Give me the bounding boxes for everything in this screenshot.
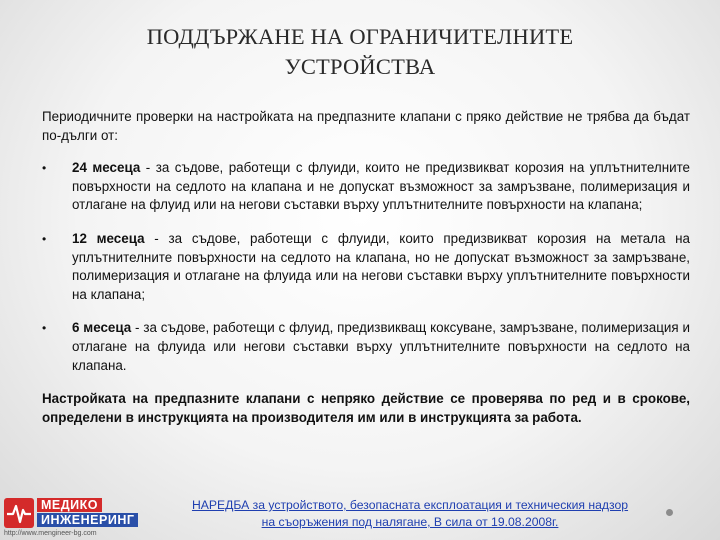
- slide-title: [60, 22, 660, 82]
- period-description: - за съдове, работещи с флуид, предизвикващ коксуване, замръзване, полимеризация и отлагане на флуида или негови съставки върху уплътнителните повърхности на седлото на клапана.: [72, 320, 690, 373]
- company-logo: [4, 496, 144, 540]
- title-line-2: УСТРОЙСТВА: [284, 54, 436, 79]
- outro-text: Настройката на предпазните клапани с непряко действие се проверява по ред и в срокове, определени в инструкцията на производителя им или в инструкцията за работа.: [42, 391, 690, 425]
- period-label: 12 месеца: [72, 230, 145, 246]
- title-line-1: ПОДДЪРЖАНЕ НА ОГРАНИЧИТЕЛНИТЕ: [146, 24, 574, 49]
- list-item: [42, 319, 690, 375]
- logo-text-engineering: ИНЖЕНЕРИНГ: [37, 513, 138, 527]
- slide-body: [42, 108, 690, 441]
- bullet-list: [42, 159, 690, 375]
- medical-cross-logo-icon: [4, 498, 34, 530]
- regulation-link-line-1[interactable]: НАРЕДБА за устройството, безопасната експлоатация и техническия надзор: [191, 498, 629, 512]
- bullet-icon: •: [42, 321, 47, 336]
- list-item: [42, 230, 690, 304]
- period-label: 6 месеца: [72, 320, 132, 336]
- logo-text-medico: МЕДИКО: [37, 498, 102, 512]
- regulation-link-line-2[interactable]: на съоръжения под налягане, В сила от 19.08.2008г.: [261, 515, 559, 529]
- list-item: [42, 159, 690, 215]
- period-description: - за съдове, работещи с флуиди, които не предизвикват корозия на уплътнителните повърхности на седлото на клапана и не допускат възможност за замръзване, полимеризация и отлагане на флуид или на негови съставки върху уплътнителните повърхности на клапана;: [72, 160, 690, 213]
- decorative-dot-icon: [666, 509, 673, 516]
- logo-url: http://www.mengineer-bg.com: [4, 530, 97, 537]
- outro-paragraph: [42, 390, 690, 427]
- intro-paragraph: Периодичните проверки на настройката на предпазните клапани с пряко действие не трябва да бъдат по-дълги от:: [42, 109, 690, 143]
- period-label: 24 месеца: [72, 160, 141, 176]
- regulation-link[interactable]: [150, 497, 670, 531]
- period-description: - за съдове, работещи с флуиди, които предизвикват корозия на метала на уплътнителните повърхности на седлото на клапана, но не допускат възможност за замръзване, полимеризация и отлагане на флуида или на негови съставки върху уплътнителните повърхности на клапана;: [72, 230, 691, 302]
- bullet-icon: •: [42, 231, 47, 246]
- bullet-icon: •: [42, 161, 47, 176]
